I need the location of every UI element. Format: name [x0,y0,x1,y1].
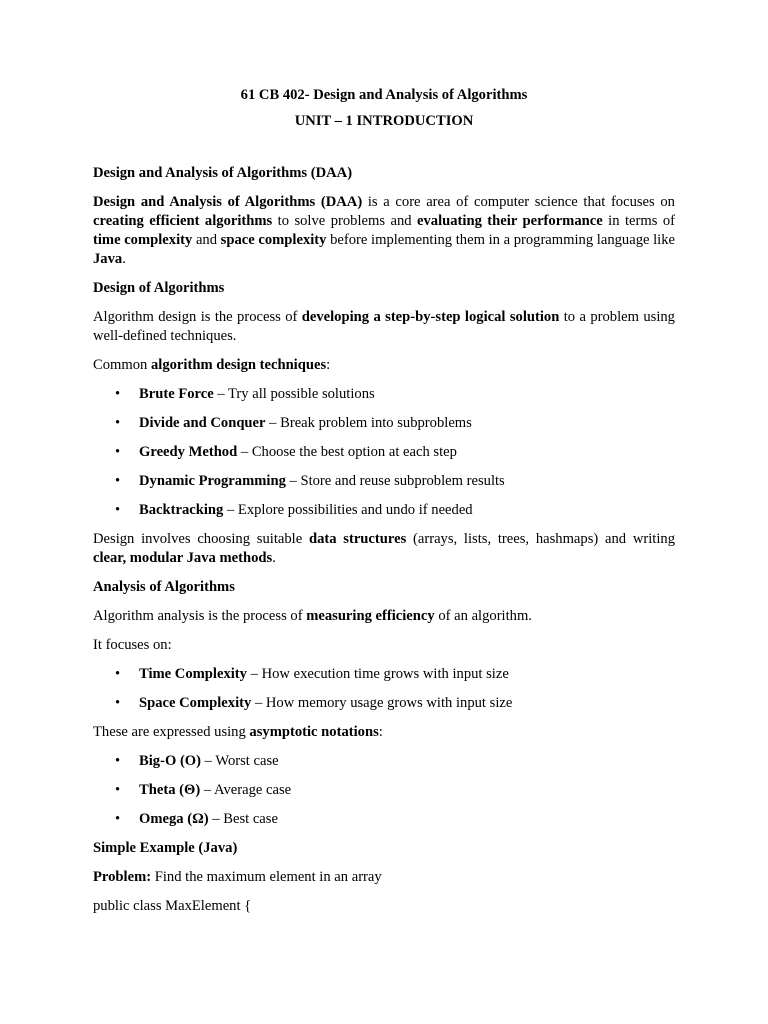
daa-text-3: in terms of [602,213,675,229]
design-involves-text-2: (arrays, lists, trees, hashmaps) and writing [406,531,676,547]
notation-desc: – Average case [200,782,292,798]
technique-name: Dynamic Programming [139,473,286,489]
daa-heading: Design and Analysis of Algorithms (DAA) [93,165,353,181]
example-heading: Simple Example (Java) [93,840,238,856]
analysis-text-1: Algorithm analysis is the process of [93,608,307,624]
design-involves-paragraph [93,530,675,568]
list-item [93,472,675,491]
technique-name: Greedy Method [139,444,238,460]
techniques-intro-bold: algorithm design techniques [150,357,327,373]
daa-bold-3: evaluating their performance [417,213,603,229]
design-heading: Design of Algorithms [93,280,225,296]
list-item [93,385,675,404]
list-item [93,781,675,800]
analysis-text-2: of an algorithm. [434,608,532,624]
techniques-intro [93,356,675,375]
daa-text-6: . [122,251,126,267]
daa-text-4: and [192,232,221,248]
analysis-heading: Analysis of Algorithms [93,579,235,595]
notation-name: Theta (Θ) [139,782,201,798]
list-item [93,414,675,433]
notation-desc: – Best case [208,811,278,827]
design-text-1: Algorithm design is the process of [93,309,302,325]
technique-desc: – Store and reuse subproblem results [285,473,505,489]
notations-intro-text-1: These are expressed using [93,724,250,740]
techniques-intro-text-2: : [326,357,331,373]
code-line: public class MaxElement { [93,898,252,914]
notations-list [93,752,675,829]
document-page [93,86,675,916]
technique-name: Divide and Conquer [139,415,266,431]
technique-desc: – Try all possible solutions [213,386,375,402]
techniques-list [93,385,675,520]
unit-title: UNIT – 1 INTRODUCTION [294,113,474,129]
notations-intro-text-2: : [378,724,383,740]
focuses-on: It focuses on: [93,637,172,653]
techniques-intro-text-1: Common [93,357,151,373]
design-paragraph [93,308,675,346]
notation-desc: – Worst case [201,753,279,769]
daa-term: Design and Analysis of Algorithms (DAA) [93,194,363,210]
daa-text-2: to solve problems and [272,213,417,229]
list-item [93,752,675,771]
technique-desc: – Explore possibilities and undo if needed [223,502,473,518]
complexity-desc: – How execution time grows with input size [246,666,509,682]
analysis-bold-1: measuring efficiency [306,608,435,624]
daa-bold-6: Java [93,251,123,267]
technique-desc: – Choose the best option at each step [237,444,457,460]
daa-paragraph [93,193,675,269]
notations-intro-bold: asymptotic notations [249,724,379,740]
list-item [93,694,675,713]
design-bold-1: developing a step-by-step logical solution [301,309,560,325]
complexity-desc: – How memory usage grows with input size [251,695,513,711]
design-involves-text-3: . [272,550,276,566]
notation-name: Big-O (O) [139,753,202,769]
daa-bold-4: time complexity [93,232,193,248]
daa-bold-5: space complexity [220,232,327,248]
list-item [93,810,675,829]
daa-bold-2: creating efficient algorithms [93,213,273,229]
daa-text-1: is a core area of computer science that focuses on [362,194,675,210]
design-involves-bold-2: clear, modular Java methods [93,550,273,566]
list-item [93,443,675,462]
design-involves-text-1: Design involves choosing suitable [93,531,309,547]
design-text-2: to a problem using well-defined techniques. [93,309,675,344]
course-title: 61 CB 402- Design and Analysis of Algorithms [240,87,528,103]
complexity-list [93,665,675,713]
complexity-name: Time Complexity [139,666,247,682]
design-involves-bold-1: data structures [308,531,407,547]
daa-text-5: before implementing them in a programming language like [326,232,675,248]
technique-desc: – Break problem into subproblems [265,415,472,431]
notation-name: Omega (Ω) [139,811,209,827]
problem-label: Problem: [93,869,152,885]
list-item [93,501,675,520]
complexity-name: Space Complexity [139,695,252,711]
problem-statement [93,868,675,887]
technique-name: Backtracking [139,502,224,518]
list-item [93,665,675,684]
technique-name: Brute Force [139,386,214,402]
problem-text: Find the maximum element in an array [151,869,382,885]
analysis-paragraph [93,607,675,626]
notations-intro [93,723,675,742]
